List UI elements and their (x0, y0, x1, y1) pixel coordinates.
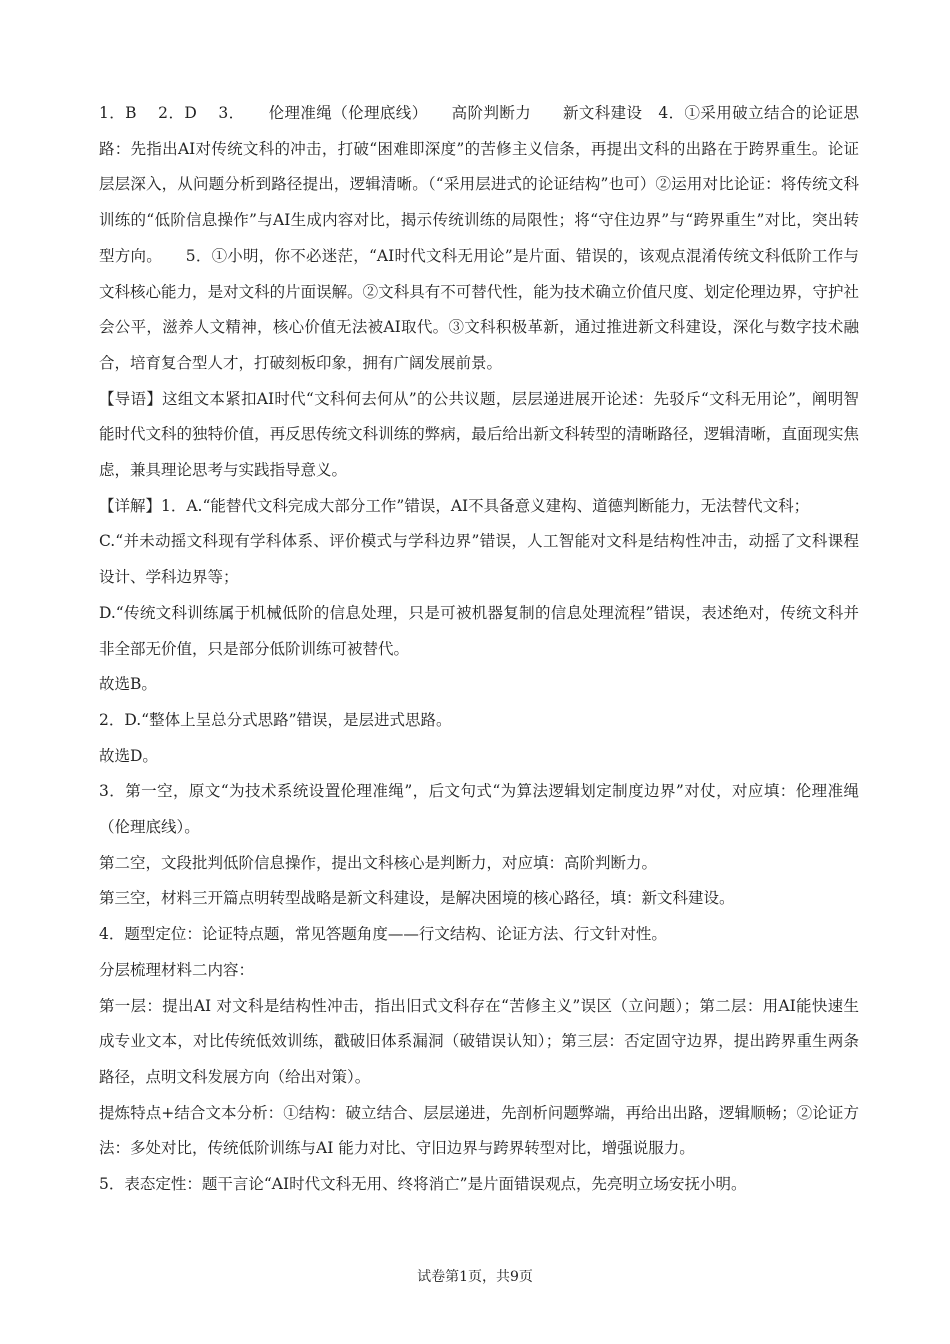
explanation-paragraph: C.“并未动摇文科现有学科体系、评价模式与学科边界”错误，人工智能对文科是结构性冲击，动摇了文科课程设计、学科边界等； (99, 532, 859, 587)
explanation-paragraph: 第二空，文段批判低阶信息操作，提出文科核心是判断力，对应填：高阶判断力。 (99, 853, 658, 872)
explanation-paragraph: 故选B。 (99, 675, 157, 694)
explanation-paragraph: 第一层：提出AI 对文科是结构性冲击，指出旧式文科存在“苦修主义”误区（立问题）；第二层：用AI能快速生成专业文本，对比传统低效训练，戳破旧体系漏洞（破错误认知）；第三层：否定固守边界，提出跨界重生两条路径，点明文科发展方向（给出对策）。 (99, 996, 859, 1086)
explanation-paragraph: 第三空，材料三开篇点明转型战略是新文科建设，是解决困境的核心路径，填：新文科建设。 (99, 889, 735, 908)
explanation-paragraph: D.“传统文科训练属于机械低阶的信息处理，只是可被机器复制的信息处理流程”错误，表述绝对，传统文科并非全部无价值，只是部分低阶训练可被替代。 (99, 603, 859, 658)
explanation-paragraph: 故选D。 (99, 746, 158, 765)
explanation-paragraph: 提炼特点+结合文本分析：①结构：破立结合、层层递进，先剖析问题弊端，再给出出路，逻辑顺畅；②论证方法：多处对比，传统低阶训练与AI 能力对比、守旧边界与跨界转型对比，增强说服力。 (99, 1103, 859, 1158)
explanation-paragraph: 4．题型定位：论证特点题，常见答题角度——行文结构、论证方法、行文针对性。 (99, 925, 667, 944)
explanation-paragraph: 5．表态定性：题干言论“AI时代文科无用、终将消亡”是片面错误观点，先亮明立场安抚小明。 (99, 1175, 747, 1194)
page-footer: 试卷第1页，共9页 (417, 1269, 533, 1285)
explanation-paragraph: 2．D.“整体上呈总分式思路”错误，是层进式思路。 (99, 710, 452, 729)
answer-key-paragraph: 1．B 2．D 3． 伦理准绳（伦理底线） 高阶判断力 新文科建设 4．①采用破立结合的论证思路：先指出AI对传统文科的冲击，打破“困难即深度”的苦修主义信条，再提出文科的出路在于跨界重生。论证层层深入，从问题分析到路径提出，逻辑清晰。（“采用层进式的论证结构”也可）②运用对比论证：将传统文科训练的“低阶信息操作”与AI生成内容对比，揭示传统训练的局限性；将“守住边界”与“跨界重生”对比，突出转型方向。 5．①小明，你不必迷茫，“AI时代文科无用论”是片面、错误的，该观点混淆传统文科低阶工作与文科核心能力，是对文科的片面误解。②文科具有不可替代性，能为技术确立价值尺度、划定伦理边界，守护社会公平，滋养人文精神，核心价值无法被AI取代。③文科积极革新，通过推进新文科建设，深化与数字技术融合，培育复合型人才，打破刻板印象，拥有广阔发展前景。 (99, 104, 859, 372)
explanation-paragraph: 分层梳理材料二内容： (99, 960, 255, 979)
explanation-paragraph: 【详解】1．A.“能替代文科完成大部分工作”错误，AI不具备意义建构、道德判断能力，无法替代文科； (99, 496, 810, 515)
intro-paragraph: 【导语】这组文本紧扣AI时代“文科何去何从”的公共议题，层层递进展开论述：先驳斥“文科无用论”，阐明智能时代文科的独特价值，再反思传统文科训练的弊病，最后给出新文科转型的清晰路径，逻辑清晰，直面现实焦虑，兼具理论思考与实践指导意义。 (99, 389, 859, 480)
answer-analysis-body (99, 96, 859, 1203)
explanation-paragraph: 3．第一空，原文“为技术系统设置伦理准绳”，后文句式“为算法逻辑划定制度边界”对仗，对应填：伦理准绳（伦理底线）。 (99, 782, 859, 837)
